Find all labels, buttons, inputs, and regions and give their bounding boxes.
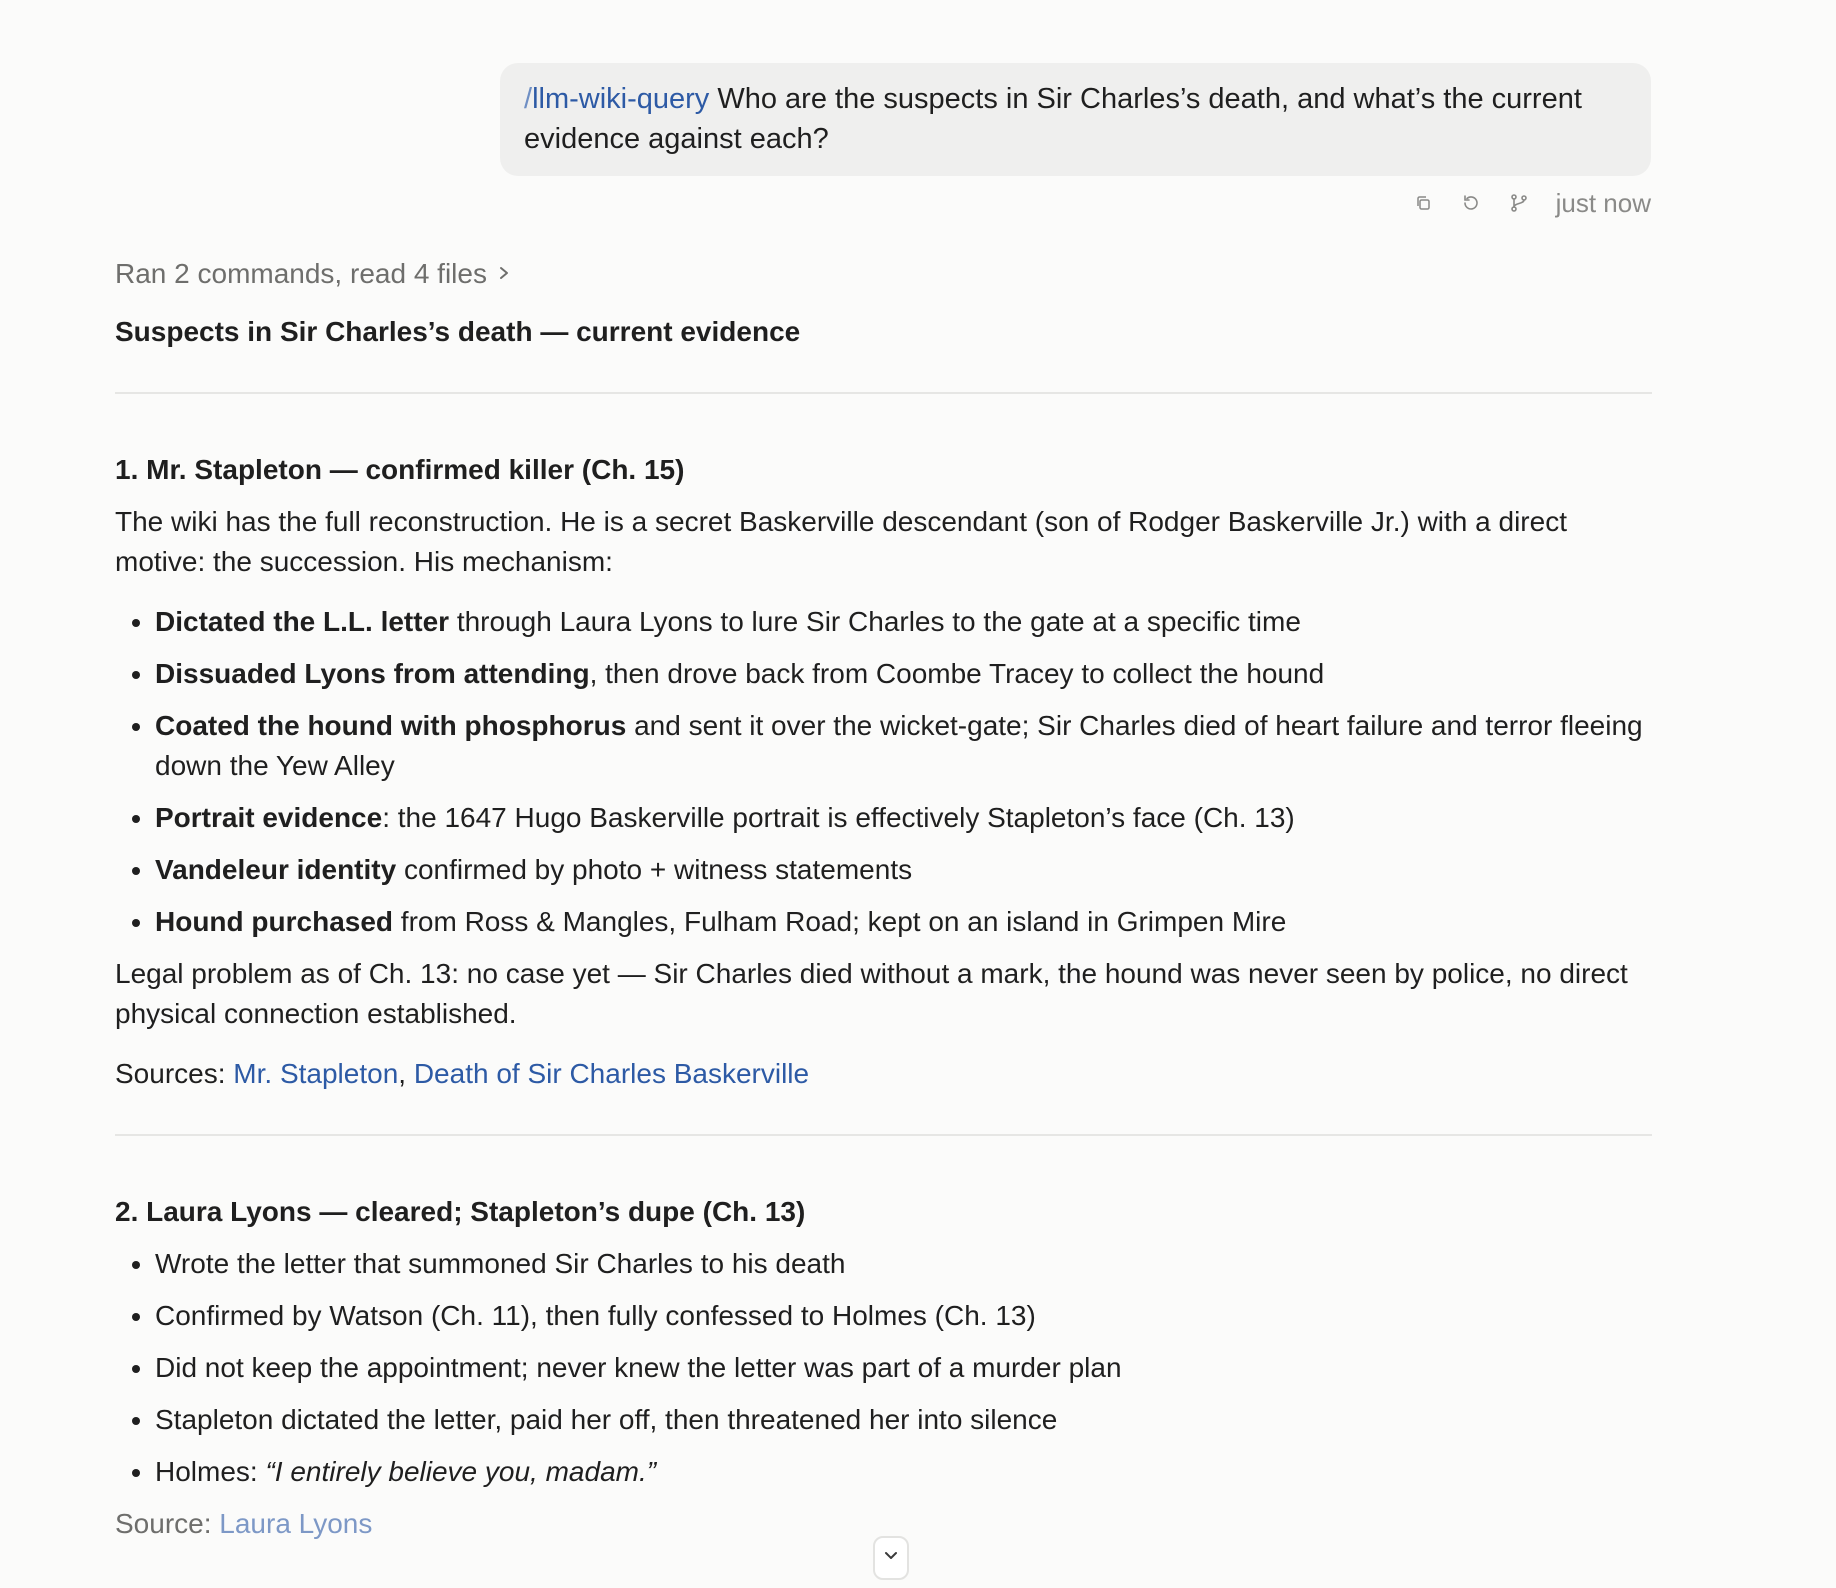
assistant-response — [115, 312, 1652, 1544]
section-heading-laura-lyons: 2. Laura Lyons — cleared; Stapleton’s dupe (Ch. 13) — [115, 1196, 806, 1227]
list-item: • Stapleton dictated the letter, paid her off, then threatened her into silence — [155, 1400, 1652, 1440]
tool-summary-toggle[interactable] — [115, 254, 511, 294]
message-timestamp: just now — [1555, 187, 1651, 218]
user-message-text: Who are the suspects in Sir Charles’s death, and what’s the current evidence against each? — [524, 83, 1582, 155]
source-link-death-of-sir-charles[interactable]: Death of Sir Charles Baskerville — [413, 1058, 810, 1089]
section-heading-stapleton: 1. Mr. Stapleton — confirmed killer (Ch. 15) — [115, 454, 685, 485]
source-line: Source: Laura Lyons — [115, 1508, 373, 1539]
scroll-to-bottom-button[interactable] — [873, 1536, 909, 1580]
list-item: • Wrote the letter that summoned Sir Charles to his death — [155, 1244, 1652, 1284]
message-actions — [1412, 186, 1651, 220]
user-message-bubble — [500, 63, 1651, 176]
legal-note: Legal problem as of Ch. 13: no case yet — Sir Charles died without a mark, the hound was never seen by police, no direct physical connection established. — [115, 958, 1628, 1029]
evidence-list-lyons — [115, 1244, 1652, 1492]
list-item: • Holmes: “I entirely believe you, madam.” — [155, 1452, 1652, 1492]
tool-summary-label: Ran 2 commands, read 4 files — [115, 258, 487, 289]
section-intro: The wiki has the full reconstruction. He is a secret Baskerville descendant (son of Rodger Baskerville Jr.) with a direct motive: the succession. His mechanism: — [115, 506, 1567, 577]
source-link-stapleton[interactable]: Mr. Stapleton — [233, 1058, 399, 1089]
copy-icon[interactable] — [1412, 192, 1434, 214]
source-link-laura-lyons[interactable]: Laura Lyons — [219, 1508, 373, 1539]
list-item: • Hound purchased from Ross & Mangles, Fulham Road; kept on an island in Grimpen Mire — [155, 902, 1652, 942]
list-item: • Vandeleur identity confirmed by photo + witness statements — [155, 850, 1652, 890]
holmes-quote: “I entirely believe you, madam.” — [265, 1456, 657, 1487]
divider — [115, 1134, 1652, 1136]
chevron-down-icon — [882, 1549, 900, 1567]
list-item: • Dissuaded Lyons from attending, then drove back from Coombe Tracey to collect the hound — [155, 654, 1652, 694]
list-item: • Dictated the L.L. letter through Laura Lyons to lure Sir Charles to the gate at a specific time — [155, 602, 1652, 642]
chevron-right-icon — [497, 258, 511, 290]
list-item: • Confirmed by Watson (Ch. 11), then fully confessed to Holmes (Ch. 13) — [155, 1296, 1652, 1336]
divider — [115, 392, 1652, 394]
sources-line: Sources: Mr. Stapleton, Death of Sir Charles Baskerville — [115, 1058, 810, 1089]
retry-icon[interactable] — [1460, 192, 1482, 214]
list-item: • Did not keep the appointment; never knew the letter was part of a murder plan — [155, 1348, 1652, 1388]
response-title: Suspects in Sir Charles’s death — current evidence — [115, 316, 801, 347]
slash-command: /llm-wiki-query — [524, 83, 710, 115]
list-item: • Portrait evidence: the 1647 Hugo Baskerville portrait is effectively Stapleton’s face (Ch. 13) — [155, 798, 1652, 838]
branch-icon[interactable] — [1508, 192, 1530, 214]
evidence-list-stapleton — [115, 602, 1652, 942]
list-item: • Coated the hound with phosphorus and sent it over the wicket-gate; Sir Charles died of heart failure and terror fleeing down the Yew Alley — [155, 706, 1652, 786]
